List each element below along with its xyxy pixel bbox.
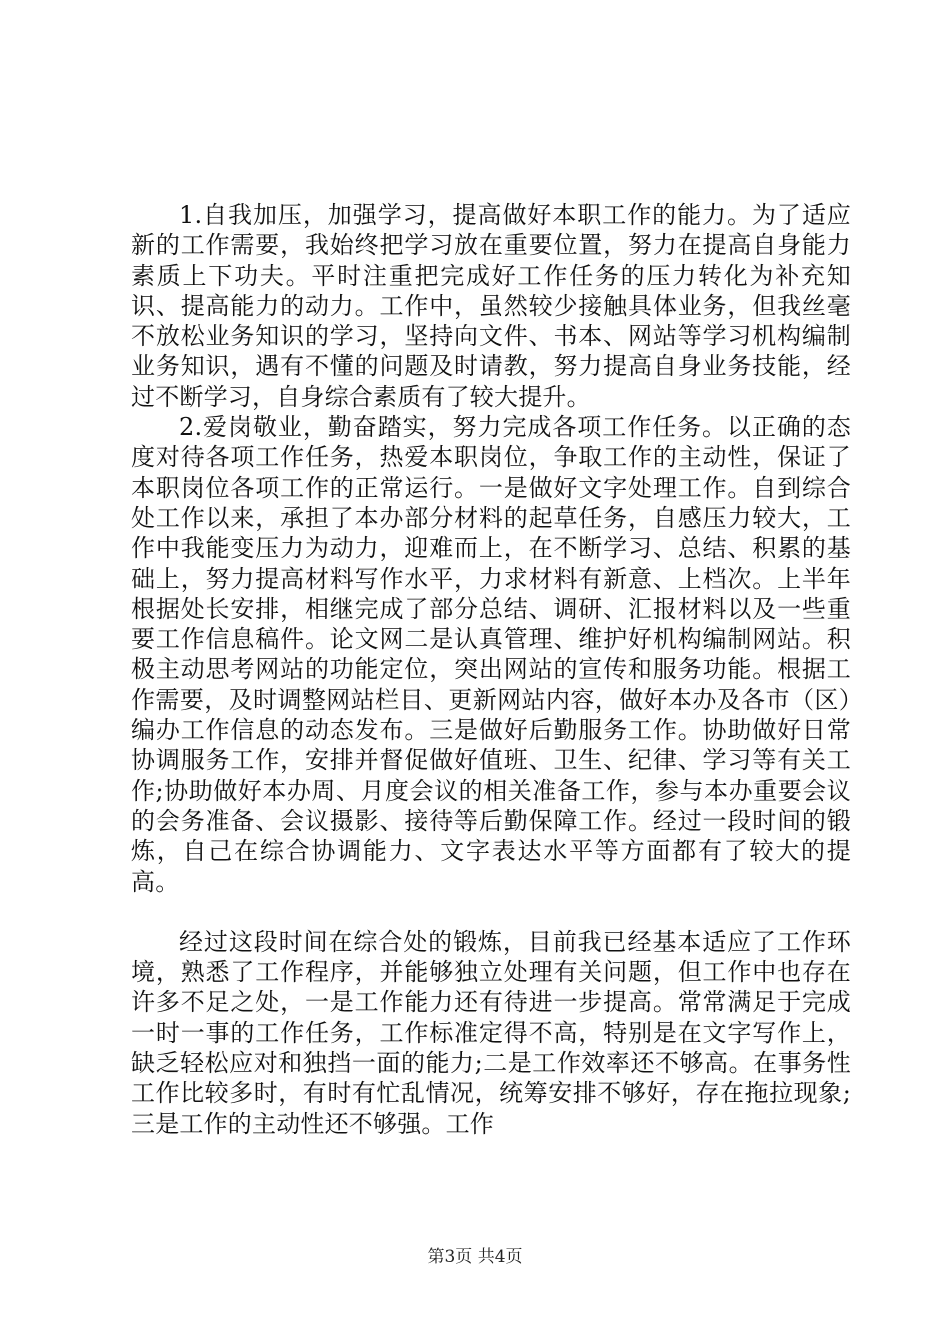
page-number-footer: 第3页 共4页 xyxy=(427,1247,523,1267)
paragraph-spacer xyxy=(131,897,851,927)
document-body xyxy=(131,200,851,1139)
paragraph-dedication: 2.爱岗敬业，勤奋踏实，努力完成各项工作任务。以正确的态度对待各项工作任务，热爱本职岗位，争取工作的主动性，保证了本职岗位各项工作的正常运行。一是做好文字处理工作。自到综合处工作以来，承担了本办部分材料的起草任务，自感压力较大，工作中我能变压力为动力，迎难而上，在不断学习、总结、积累的基础上，努力提高材料写作水平，力求材料有新意、上档次。上半年根据处长安排，相继完成了部分总结、调研、汇报材料以及一些重要工作信息稿件。论文网二是认真管理、维护好机构编制网站。积极主动思考网站的功能定位，突出网站的宣传和服务功能。根据工作需要，及时调整网站栏目、更新网站内容，做好本办及各市（区）编办工作信息的动态发布。三是做好后勤服务工作。协助做好日常协调服务工作，安排并督促做好值班、卫生、纪律、学习等有关工作;协助做好本办周、月度会议的相关准备工作，参与本办重要会议的会务准备、会议摄影、接待等后勤保障工作。经过一段时间的锻炼，自己在综合协调能力、文字表达水平等方面都有了较大的提高。 xyxy=(131,413,851,896)
paragraph-self-study: 1.自我加压，加强学习，提高做好本职工作的能力。为了适应新的工作需要，我始终把学习放在重要位置，努力在提高自身能力素质上下功夫。平时注重把完成好工作任务的压力转化为补充知识、提高能力的动力。工作中，虽然较少接触具体业务，但我丝毫不放松业务知识的学习，坚持向文件、书本、网站等学习机构编制业务知识，遇有不懂的问题及时请教，努力提高自身业务技能，经过不断学习，自身综合素质有了较大提升。 xyxy=(131,201,851,411)
paragraph-shortcomings: 经过这段时间在综合处的锻炼，目前我已经基本适应了工作环境，熟悉了工作程序，并能够独立处理有关问题，但工作中也存在许多不足之处，一是工作能力还有待进一步提高。常常满足于完成一时一事的工作任务，工作标准定得不高，特别是在文字写作上，缺乏轻松应对和独挡一面的能力;二是工作效率还不够高。在事务性工作比较多时，有时有忙乱情况，统筹安排不够好，存在拖拉现象;三是工作的主动性还不够强。工作 xyxy=(131,927,851,1138)
